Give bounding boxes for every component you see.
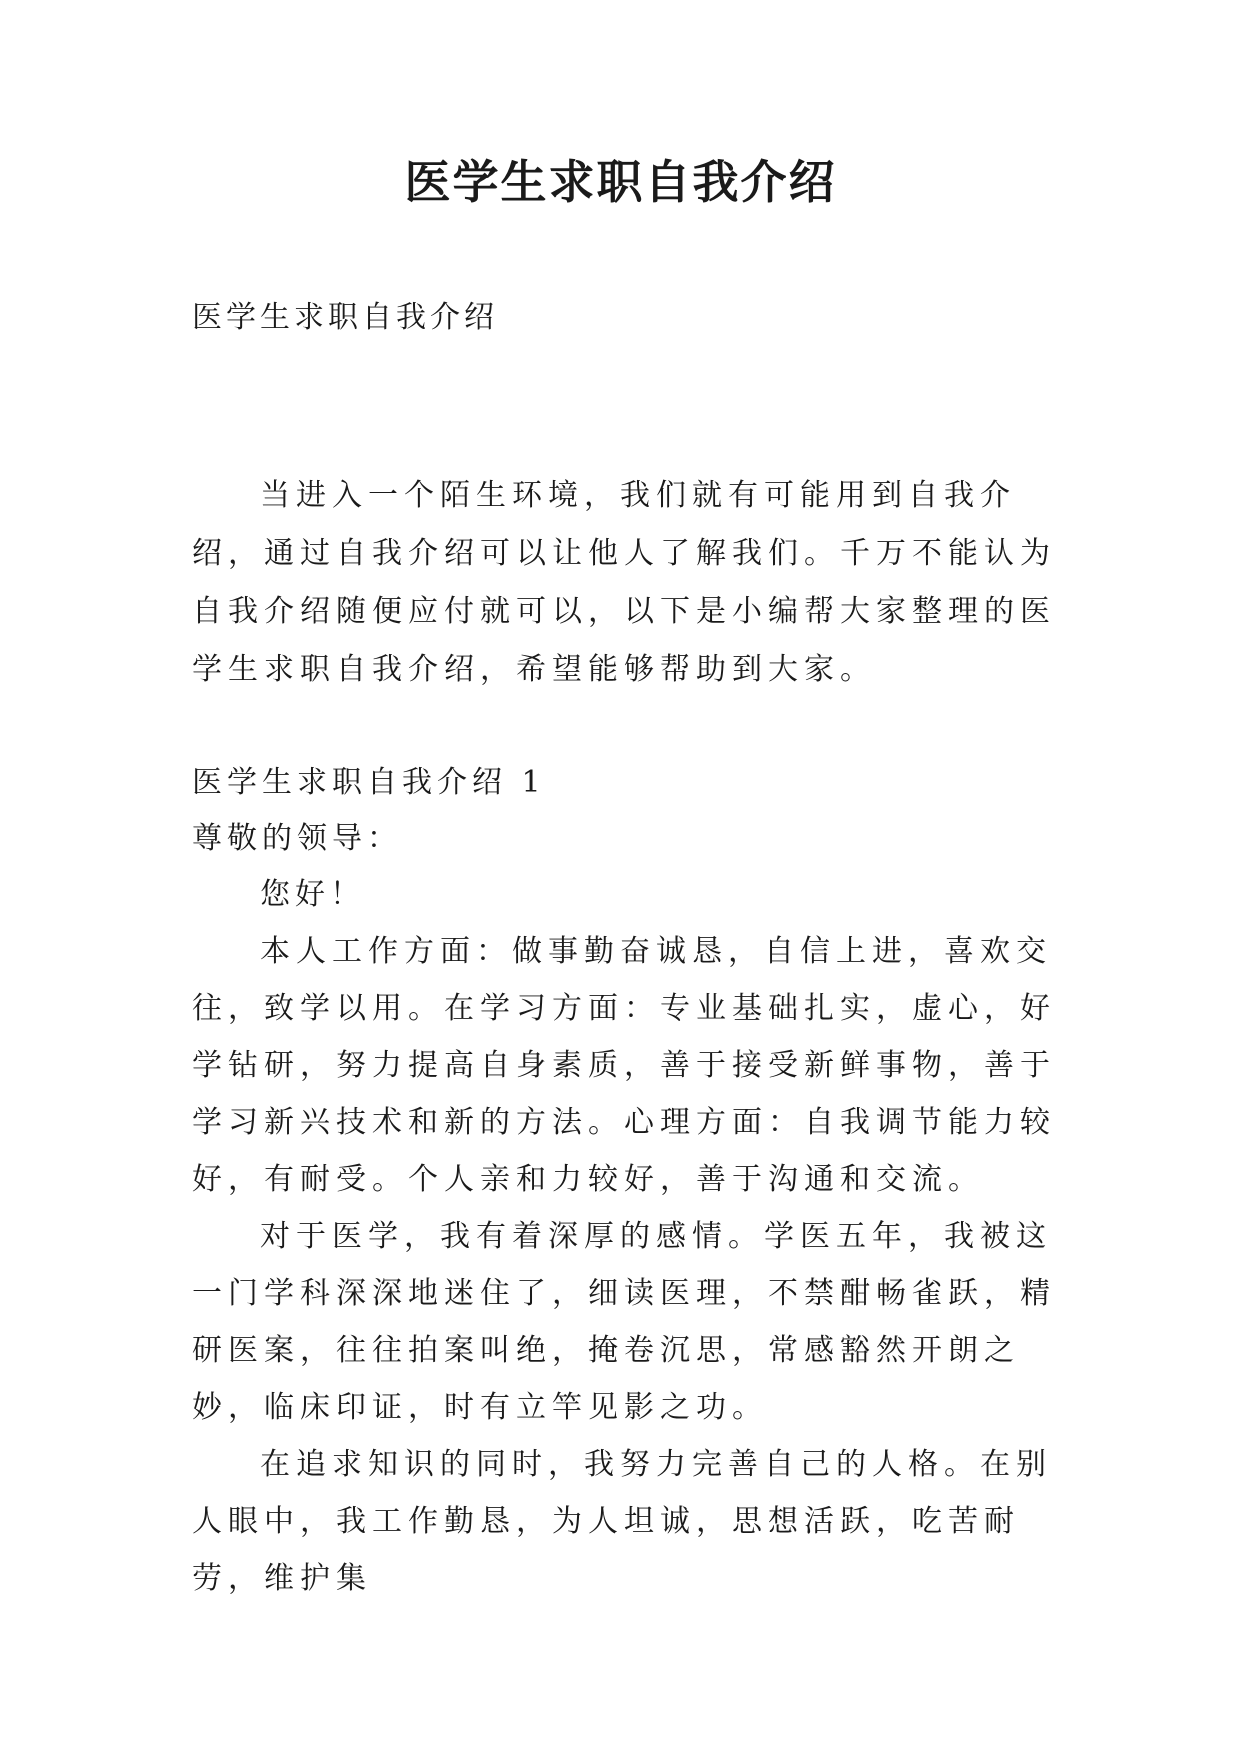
- self-introduction-section: [192, 755, 1082, 1607]
- paragraph-character: 在追求知识的同时，我努力完善自己的人格。在别人眼中，我工作勤恳，为人坦诚，思想活跃，吃苦耐劳，维护集: [192, 1447, 1052, 1596]
- paragraph-medicine: 对于医学，我有着深厚的感情。学医五年，我被这一门学科深深地迷住了，细读医理，不禁酣畅雀跃，精研医案，往往拍案叫绝，掩卷沉思，常感豁然开朗之妙，临床印证，时有立竿见影之功。: [192, 1219, 1056, 1425]
- paragraph-work: 本人工作方面：做事勤奋诚恳，自信上进，喜欢交往，致学以用。在学习方面：专业基础扎实，虚心，好学钻研，努力提高自身素质，善于接受新鲜事物，善于学习新兴技术和新的方法。心理方面：自我调节能力较好，有耐受。个人亲和力较好，善于沟通和交流。: [192, 934, 1056, 1197]
- document-subtitle: 医学生求职自我介绍: [192, 300, 498, 335]
- intro-paragraph: 当进入一个陌生环境，我们就有可能用到自我介绍，通过自我介绍可以让他人了解我们。千万不能认为自我介绍随便应付就可以，以下是小编帮大家整理的医学生求职自我介绍，希望能够帮助到大家。: [192, 478, 1056, 687]
- salutation: 尊敬的领导：: [192, 821, 402, 856]
- document-title: 医学生求职自我介绍: [404, 155, 837, 209]
- greeting: 您好！: [260, 877, 365, 912]
- section-heading: 医学生求职自我介绍 1: [192, 765, 546, 800]
